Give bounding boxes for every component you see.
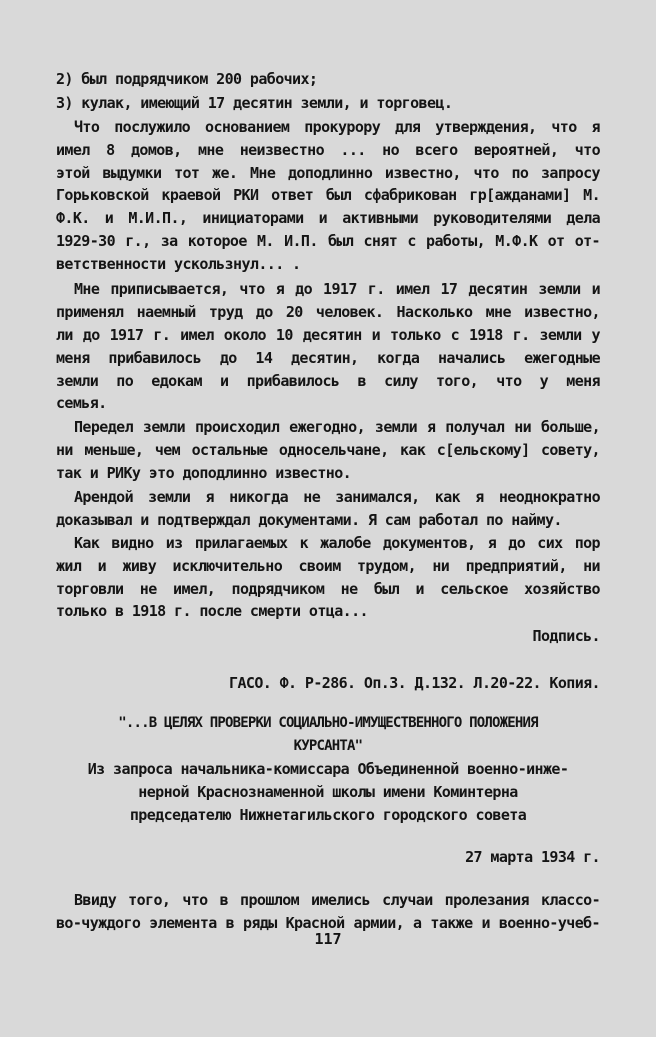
text-line: Ввиду того, что в прошлом имелись случаи пролезания классо- bbox=[74, 891, 600, 909]
text-line: земли по едокам и прибавилось в силу того, что у меня bbox=[56, 372, 600, 390]
section-heading: "...В ЦЕЛЯХ ПРОВЕРКИ СОЦИАЛЬНО-ИМУЩЕСТВЕННОГО ПОЛОЖЕНИЯ bbox=[118, 715, 538, 731]
text-line: 3) кулак, имеющий 17 десятин земли, и торговец. bbox=[56, 94, 453, 112]
text-line: только в 1918 г. после смерти отца... bbox=[56, 602, 368, 620]
text-line: Мне приписывается, что я до 1917 г. имел 17 десятин земли и bbox=[74, 280, 600, 298]
text-line: торговли не имел, подрядчиком не был и сельское хозяйство bbox=[56, 580, 600, 598]
page-number: 117 bbox=[314, 930, 342, 948]
signature-line: Подпись. bbox=[532, 627, 600, 645]
document-date: 27 марта 1934 г. bbox=[465, 848, 600, 866]
text-line: ветственности ускользнул... . bbox=[56, 255, 301, 273]
text-line: ни меньше, чем остальные односельчане, как с[ельскому] совету, bbox=[56, 441, 600, 459]
text-line: этой выдумки тот же. Мне доподлинно известно, что по запросу bbox=[56, 164, 600, 182]
text-line: так и РИКу это доподлинно известно. bbox=[56, 464, 352, 482]
text-line: имел 8 домов, мне неизвестно ... но всего вероятней, что bbox=[56, 141, 600, 159]
text-line: во-чуждого элемента в ряды Красной армии, а также и военно-учеб- bbox=[56, 914, 600, 932]
text-line: 2) был подрядчиком 200 рабочих; bbox=[56, 70, 318, 88]
text-line: Как видно из прилагаемых к жалобе документов, я до сих пор bbox=[74, 534, 600, 552]
text-line: 1929-30 г., за которое М. И.П. был снят с работы, М.Ф.К от от- bbox=[56, 232, 600, 250]
text-line: Ф.К. и М.И.П., инициаторами и активными руководителями дела bbox=[56, 209, 600, 227]
text-line: меня прибавилось до 14 десятин, когда начались ежегодные bbox=[56, 349, 600, 367]
archive-reference: ГАСО. Ф. Р-286. Оп.3. Д.132. Л.20-22. Копия. bbox=[229, 674, 600, 692]
text-line: Арендой земли я никогда не занимался, как я неоднократно bbox=[74, 488, 600, 506]
text-line: жил и живу исключительно своим трудом, ни предприятий, ни bbox=[56, 557, 600, 575]
text-line: применял наемный труд до 20 человек. Насколько мне известно, bbox=[56, 303, 600, 321]
text-line: ли до 1917 г. имел около 10 десятин и только с 1918 г. земли у bbox=[56, 326, 600, 344]
section-heading: КУРСАНТА" bbox=[293, 738, 363, 754]
source-note: Из запроса начальника-комиссара Объединенной военно-инже- bbox=[87, 760, 569, 778]
text-line: семья. bbox=[56, 394, 107, 412]
text-line: доказывал и подтверждал документами. Я сам работал по найму. bbox=[56, 511, 562, 529]
source-note: председателю Нижнетагильского городского совета bbox=[129, 806, 527, 824]
text-line: Что послужило основанием прокурору для утверждения, что я bbox=[74, 118, 600, 136]
text-line: Передел земли происходил ежегодно, земли я получал ни больше, bbox=[74, 418, 600, 436]
source-note: нерной Краснознаменной школы имени Коминтерна bbox=[138, 783, 518, 801]
text-line: Горьковской краевой РКИ ответ был сфабрикован гр[ажданами] М. bbox=[56, 186, 600, 204]
